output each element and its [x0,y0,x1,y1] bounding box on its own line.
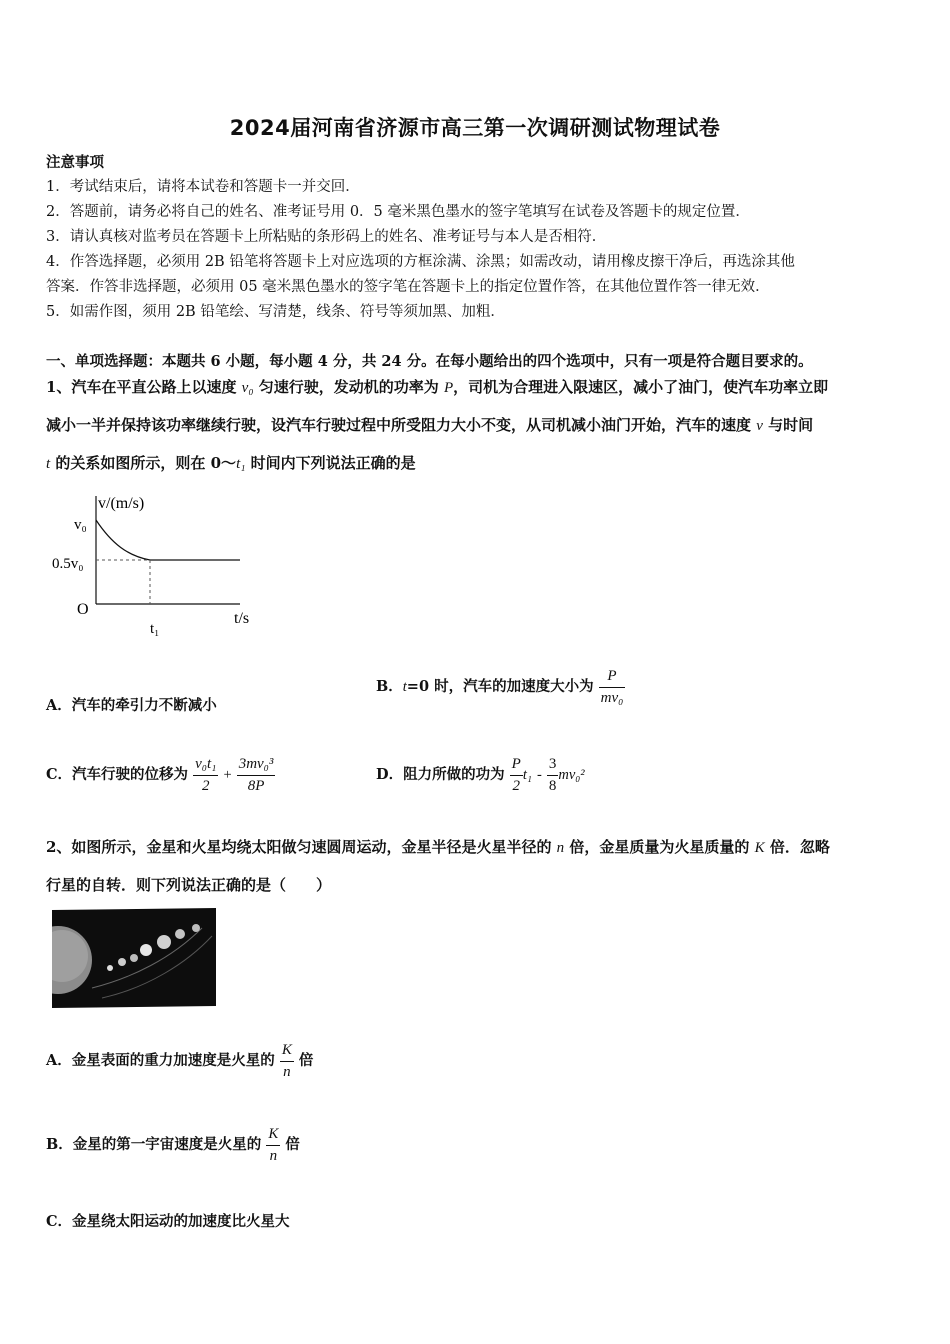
page-title: 2024届河南省济源市高三第一次调研测试物理试卷 [229,116,721,140]
planet-shape [175,929,185,939]
section-heading: 一、单项选择题：本题共 6 小题，每小题 4 分，共 24 分。在每小题给出的四个选项中，只有一项是符合题目要求的。 [46,353,813,370]
option-symbol-t: t [402,679,407,695]
symbol-t1: t₁ [522,767,532,783]
solar-system-image [52,908,216,1008]
x-axis-label: t/s [234,610,250,627]
denominator: n [269,1147,278,1164]
fraction-p-over-mv0 [599,668,626,706]
origin-label: O [77,601,89,618]
numerator: 3 [547,756,559,776]
option-text: 倍 [298,1052,314,1069]
q1-symbol-t: t [46,456,51,472]
numerator: v₀t₁ [193,756,218,776]
numerator: P [510,756,523,776]
numerator: K [280,1042,294,1062]
fraction-3-over-8 [547,756,559,794]
notice-item-2: 2．答题前，请务必将自己的姓名、准考证号用 0．5 毫米黑色墨水的签字笔填写在试卷及答题卡的规定位置． [46,204,750,220]
y-axis-label: v/(m/s) [98,495,145,512]
option-text: C．汽车行驶的位移为 [46,766,189,783]
planet-shape [118,958,126,966]
notice-item-5: 5．如需作图，须用 2B 铅笔绘、写清楚，线条、符号等须加黑、加粗． [46,304,505,320]
q1-text: 时间内下列说法正确的是 [245,454,416,472]
option-text: =0 时，汽车的加速度大小为 [406,678,594,695]
q1-line-2 [46,414,813,435]
notice-item-1: 1．考试结束后，请将本试卷和答题卡一并交回． [46,179,360,195]
minus-sign: - [536,767,542,783]
v0-label: v₀ [74,517,87,533]
q2-text: 倍．忽略 [764,838,830,856]
planet-shape [130,954,138,962]
q1-option-b [376,668,625,706]
fraction-k-over-n [266,1126,280,1164]
notice-heading: 注意事项 [46,154,104,171]
denominator: mv₀ [600,689,624,706]
option-label: B． [376,678,403,695]
q1-symbol-v: v [756,418,763,434]
numerator: K [266,1126,280,1146]
denominator: n [283,1063,291,1080]
denominator: 2 [512,777,520,794]
option-text: B．金星的第一宇宙速度是火星的 [46,1136,262,1153]
notice-item-4: 4．作答选择题，必须用 2B 铅笔将答题卡上对应选项的方框涂满、涂黑；如需改动，请用橡皮擦干净后，再选涂其他 [46,254,795,270]
denominator: 2 [201,777,210,794]
q2-line-2: 行星的自转．则下列说法正确的是（ ） [46,876,332,894]
q1-text: 匀速行驶，发动机的功率为 [253,378,444,396]
q1-option-d [376,756,585,794]
q1-text: 的关系如图所示，则在 0～ [50,454,237,472]
q2-option-a [46,1042,313,1080]
q1-text: 与时间 [762,416,814,434]
numerator: 3mv₀³ [237,756,276,776]
planet-shape [157,935,171,949]
fraction-k-over-n [280,1042,294,1080]
q2-text: 2、如图所示，金星和火星均绕太阳做匀速圆周运动，金星半径是火星半径的 [46,838,557,856]
denominator: 8P [247,777,265,794]
velocity-curve [96,520,150,560]
numerator: P [599,668,626,688]
fraction-v0t1-over-2 [193,756,218,794]
planet-shape [140,944,152,956]
notice-item-4-cont: 答案．作答非选择题，必须用 05 毫米黑色墨水的签字笔在答题卡上的指定位置作答，在其他位置作答一律无效． [46,279,770,295]
q2-line-1 [46,836,830,857]
symbol-mv0-squared: mv₀² [558,767,585,783]
q2-option-c: C．金星绕太阳运动的加速度比火星大 [46,1213,290,1230]
q1-text: 减小一半并保持该功率继续行驶，设汽车行驶过程中所受阻力大小不变，从司机减小油门开始，汽车的速度 [46,416,757,434]
q1-text: 1、汽车在平直公路上以速度 [46,378,242,396]
option-text: D．阻力所做的功为 [376,766,505,783]
q2-symbol-n: n [556,840,565,856]
planet-shape [107,965,113,971]
planet-shape [192,924,200,932]
velocity-time-graph [40,486,270,636]
q1-text: ，司机为合理进入限速区，减小了油门，使汽车功率立即 [453,378,829,396]
q1-symbol-v0: v₀ [241,380,254,396]
option-text: 倍 [285,1136,300,1153]
q1-symbol-P: P [444,380,454,396]
notice-item-3: 3．请认真核对监考员在答题卡上所粘贴的条形码上的姓名、准考证号与本人是否相符． [46,229,607,245]
q1-line-1 [46,376,828,397]
q1-line-3 [46,452,416,473]
q1-option-c [46,756,275,794]
denominator: 8 [548,777,557,794]
q2-option-b [46,1126,300,1164]
fraction-p-over-2 [510,756,523,794]
option-text: A．金星表面的重力加速度是火星的 [46,1052,275,1069]
q2-symbol-K: K [754,840,765,856]
half-v0-label: 0.5v₀ [52,556,84,572]
plus-sign: + [223,767,232,783]
q1-symbol-t1: t₁ [236,456,246,472]
t1-label: t₁ [150,621,160,636]
q2-text: 倍，金星质量为火星质量的 [564,838,755,856]
q1-option-a: A．汽车的牵引力不断减小 [46,697,217,714]
fraction-3mv0cubed-over-8P [237,756,276,794]
